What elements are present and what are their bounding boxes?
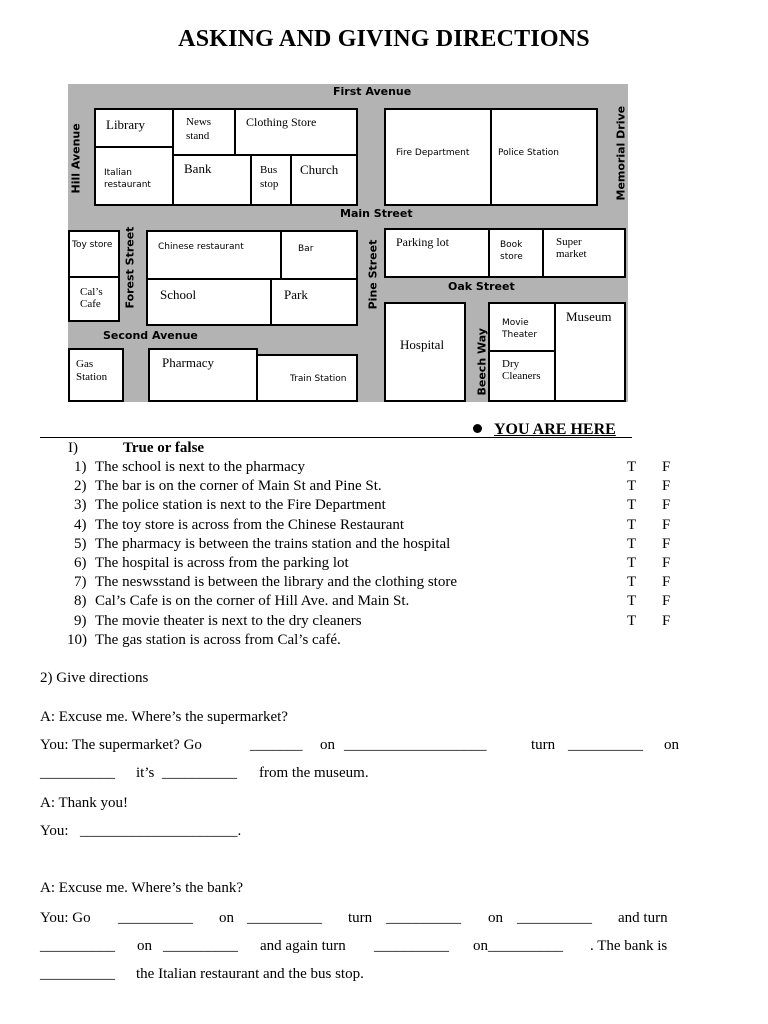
dialog2-line3-end: the Italian restaurant and the bus stop. xyxy=(136,966,364,982)
block-museum xyxy=(554,302,626,402)
dialog2-blank1[interactable]: __________ xyxy=(118,910,193,926)
tf-item-number: 8) xyxy=(74,593,87,610)
street-second-avenue: Second Avenue xyxy=(103,329,198,342)
block-fire-department xyxy=(384,108,492,206)
label-dry-cleaners-1: Dry xyxy=(502,358,520,370)
dialog1-blank2[interactable]: ___________________ xyxy=(344,737,487,753)
dialog2-blank6[interactable]: __________ xyxy=(163,938,238,954)
label-italian-2: restaurant xyxy=(104,180,151,190)
section1-heading: True or false xyxy=(123,440,205,456)
street-map xyxy=(68,84,628,402)
block-clothing-store xyxy=(234,108,358,156)
label-super-market-2: market xyxy=(556,248,587,260)
dialog1-line1-on2: on xyxy=(664,737,679,753)
dialog2-line2-on: on xyxy=(137,938,152,954)
dialog1-question: A: Excuse me. Where’s the supermarket? xyxy=(40,709,288,725)
street-main-street: Main Street xyxy=(340,207,413,220)
tf-false-option[interactable]: F xyxy=(662,555,671,571)
block-cals-cafe xyxy=(68,276,120,322)
label-news-stand-2: stand xyxy=(186,130,210,142)
tf-true-option[interactable]: T xyxy=(627,535,637,552)
dialog1-line2-its: it’s xyxy=(136,765,155,781)
label-dry-cleaners-2: Cleaners xyxy=(502,370,541,382)
tf-item-number: 4) xyxy=(74,516,87,533)
tf-true-option[interactable]: T xyxy=(627,593,637,610)
tf-item-number: 2) xyxy=(74,478,87,495)
tf-item-text: The school is next to the pharmacy xyxy=(95,459,305,475)
label-book-store-1: Book xyxy=(500,240,523,250)
tf-item-text: The hospital is across from the parking lot xyxy=(95,555,349,571)
tf-false-option[interactable]: F xyxy=(662,478,671,495)
dialog2-line1-a: You: Go xyxy=(40,910,91,926)
tf-item-text: Cal’s Cafe is on the corner of Hill Ave. and Main St. xyxy=(95,593,410,610)
dialog2-blank4[interactable]: __________ xyxy=(517,910,592,926)
dialog2-line1-turn: turn xyxy=(348,910,373,926)
tf-false-option[interactable]: F xyxy=(662,593,671,610)
tf-item-number: 6) xyxy=(74,555,87,571)
dialog1-line2-end: from the museum. xyxy=(259,765,369,781)
dialog1-blank3[interactable]: __________ xyxy=(568,737,643,753)
block-school xyxy=(146,278,272,326)
section2-heading: 2) Give directions xyxy=(40,670,149,686)
label-church: Church xyxy=(300,162,339,177)
tf-item-text: The gas station is across from Cal’s café. xyxy=(95,631,341,648)
block-church xyxy=(290,154,358,206)
tf-item-number: 9) xyxy=(74,612,87,629)
tf-item-number: 3) xyxy=(74,497,87,514)
block-bank xyxy=(172,154,252,206)
tf-item-number: 5) xyxy=(74,535,87,552)
tf-true-option[interactable]: T xyxy=(627,555,637,571)
tf-item-text: The toy store is across from the Chinese Restaurant xyxy=(95,516,405,533)
dialog2-line1-on: on xyxy=(219,910,234,926)
tf-false-option[interactable]: F xyxy=(662,459,671,475)
tf-true-option[interactable]: T xyxy=(627,574,637,591)
dialog1-line1-turn: turn xyxy=(531,737,556,753)
dialog1-thanks: A: Thank you! xyxy=(40,795,129,811)
dialog2-blank8[interactable]: on__________ xyxy=(473,938,563,954)
street-pine-street: Pine Street xyxy=(366,239,380,310)
label-parking-lot: Parking lot xyxy=(396,235,449,249)
dialog1-blank5[interactable]: __________ xyxy=(162,765,237,781)
label-hospital: Hospital xyxy=(400,337,445,352)
label-book-store-2: store xyxy=(500,252,523,262)
you-are-here-dot-icon xyxy=(473,424,482,433)
label-news-stand-1: News xyxy=(186,116,212,128)
street-oak-street: Oak Street xyxy=(448,280,515,293)
dialog2-line2-end: . The bank is xyxy=(590,938,668,954)
label-cals-cafe-2: Cafe xyxy=(80,298,101,310)
block-police-station xyxy=(490,108,598,206)
street-beech-way: Beech Way xyxy=(475,328,489,396)
tf-item-number: 1) xyxy=(74,459,87,475)
tf-false-option[interactable]: F xyxy=(662,516,671,533)
dialog2-question: A: Excuse me. Where’s the bank? xyxy=(40,880,243,896)
label-park: Park xyxy=(284,287,308,302)
dialog2-blank9[interactable]: __________ xyxy=(40,966,115,982)
dialog2-blank2[interactable]: __________ xyxy=(247,910,322,926)
block-dry-cleaners xyxy=(488,350,556,402)
section1-number: I) xyxy=(68,440,78,456)
tf-item-text: The pharmacy is between the trains station and the hospital xyxy=(95,535,451,552)
label-movie-theater-2: Theater xyxy=(502,330,538,340)
block-hospital xyxy=(384,302,466,402)
dialog1-blank4[interactable]: __________ xyxy=(40,765,115,781)
dialog1-you: You: xyxy=(40,823,69,839)
tf-true-option[interactable]: T xyxy=(627,516,637,533)
label-toy-store: Toy store xyxy=(72,240,113,250)
label-italian-1: Italian xyxy=(104,168,132,178)
block-bus-stop xyxy=(250,154,292,206)
dialog2-blank5[interactable]: __________ xyxy=(40,938,115,954)
tf-false-option[interactable]: F xyxy=(662,574,671,591)
label-school: School xyxy=(160,287,197,302)
tf-true-option[interactable]: T xyxy=(627,478,637,495)
label-clothing-store: Clothing Store xyxy=(246,115,317,129)
dialog1-line1-a: You: The supermarket? Go xyxy=(40,737,202,753)
block-news-stand xyxy=(172,108,236,156)
label-police-station: Police Station xyxy=(498,148,559,158)
block-train-station xyxy=(256,354,358,402)
block-book-store xyxy=(488,228,544,278)
label-movie-theater-1: Movie xyxy=(502,318,529,328)
street-memorial-drive: Memorial Drive xyxy=(614,105,628,201)
tf-false-option[interactable]: F xyxy=(662,535,671,552)
tf-true-option[interactable]: T xyxy=(627,497,637,514)
dialog1-blank1[interactable]: _______ xyxy=(250,737,303,753)
street-first-avenue: First Avenue xyxy=(333,85,412,98)
block-italian-restaurant xyxy=(94,146,174,206)
label-gas-station-2: Station xyxy=(76,371,108,383)
block-super-market xyxy=(542,228,626,278)
label-bus-stop-2: stop xyxy=(260,178,279,190)
dialog2-blank7[interactable]: __________ xyxy=(374,938,449,954)
dialog2-line1-andturn: and turn xyxy=(618,910,668,926)
label-fire-department: Fire Department xyxy=(396,148,470,158)
label-bar: Bar xyxy=(298,244,314,254)
dialog2-line1-on2: on xyxy=(488,910,503,926)
street-hill-avenue: Hill Avenue xyxy=(69,123,83,194)
dialog1-line1-on: on xyxy=(320,737,335,753)
block-parking-lot xyxy=(384,228,490,278)
label-cals-cafe-1: Cal’s xyxy=(80,286,103,298)
label-gas-station-1: Gas xyxy=(76,358,94,370)
dialog2-blank3[interactable]: __________ xyxy=(386,910,461,926)
block-pharmacy xyxy=(148,348,258,402)
dialog1-blank6[interactable]: _____________________. xyxy=(80,823,242,839)
label-chinese-restaurant: Chinese restaurant xyxy=(158,242,244,252)
label-pharmacy: Pharmacy xyxy=(162,355,214,370)
block-toy-store xyxy=(68,230,120,278)
block-library xyxy=(94,108,174,148)
label-super-market-1: Super xyxy=(556,236,582,248)
tf-item-text: The bar is on the corner of Main St and Pine St. xyxy=(95,478,382,495)
block-chinese-restaurant xyxy=(146,230,282,280)
label-bank: Bank xyxy=(184,161,212,176)
tf-false-option[interactable]: F xyxy=(662,497,671,514)
label-museum: Museum xyxy=(566,309,612,324)
tf-item-text: The movie theater is next to the dry cleaners xyxy=(95,612,362,629)
tf-true-option[interactable]: T xyxy=(627,459,637,475)
tf-true-option[interactable]: T xyxy=(627,612,637,629)
you-are-here-label: YOU ARE HERE xyxy=(494,421,616,438)
tf-item-text: The police station is next to the Fire Department xyxy=(95,497,386,514)
label-library: Library xyxy=(106,117,145,132)
street-forest-street: Forest Street xyxy=(123,226,137,309)
block-bar xyxy=(280,230,358,280)
block-movie-theater xyxy=(488,302,556,352)
page-title: ASKING AND GIVING DIRECTIONS xyxy=(178,26,590,52)
block-gas-station xyxy=(68,348,124,402)
dialog2-line2-again: and again turn xyxy=(260,938,346,954)
tf-item-number: 10) xyxy=(67,631,87,648)
label-train-station: Train Station xyxy=(290,374,347,384)
tf-item-number: 7) xyxy=(74,574,87,591)
tf-item-text: The neswsstand is between the library and the clothing store xyxy=(95,574,457,591)
label-bus-stop-1: Bus xyxy=(260,164,278,176)
tf-false-option[interactable]: F xyxy=(662,612,671,629)
block-park xyxy=(270,278,358,326)
